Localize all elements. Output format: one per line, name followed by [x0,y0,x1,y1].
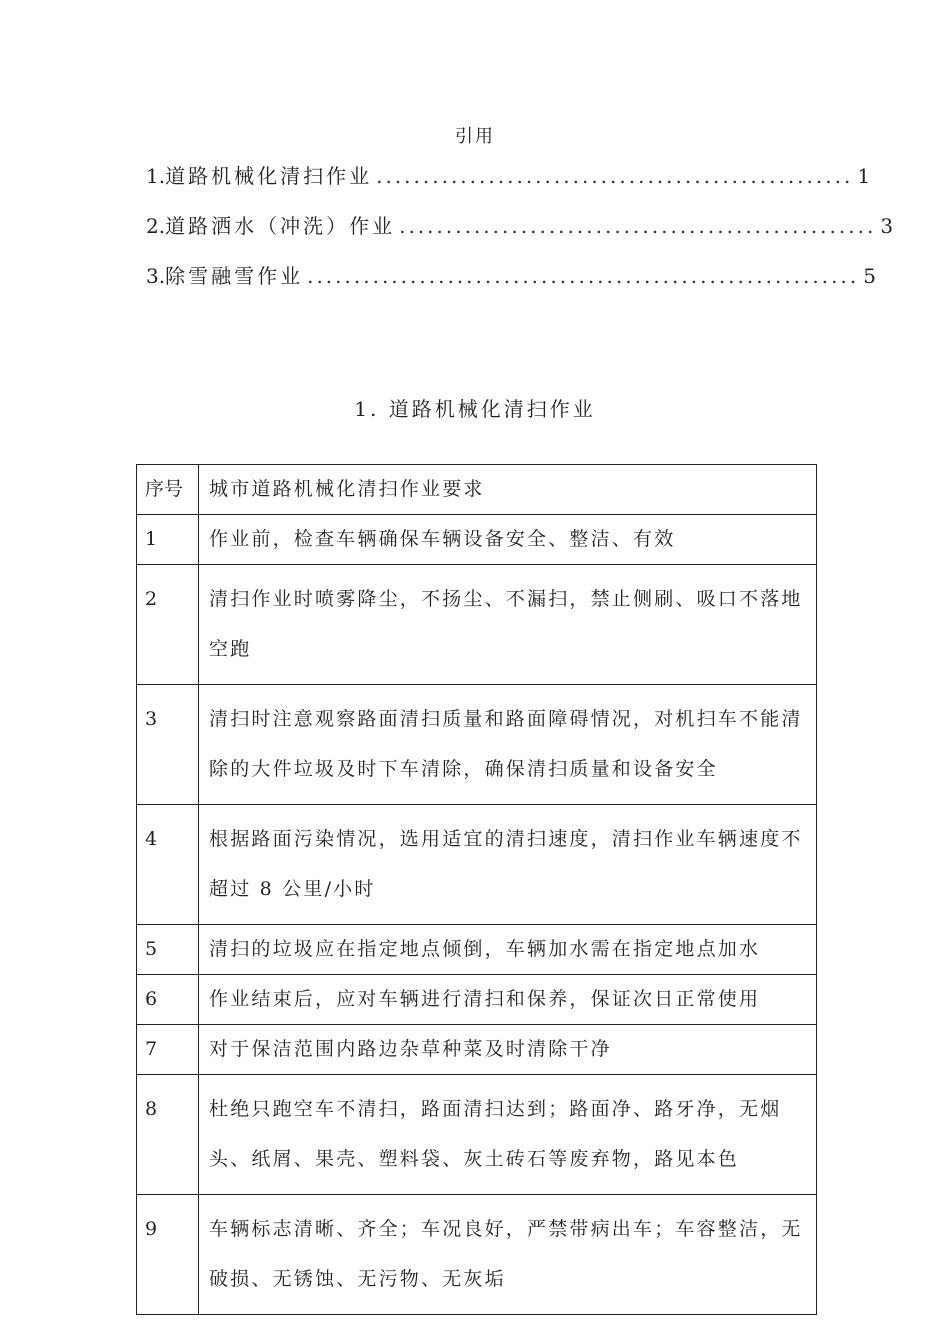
table-row [137,925,817,975]
table-row [137,565,817,685]
toc-item-number: 1. [146,164,166,188]
toc-item[interactable] [146,160,871,210]
toc-item-title: 道路洒水（冲洗）作业 [165,214,396,238]
table-row [137,1195,817,1315]
row-number: 3 [137,685,199,805]
table-row [137,1025,817,1075]
toc-item-title: 道路机械化清扫作业 [165,164,373,188]
row-number: 8 [137,1075,199,1195]
toc-heading: 引用 [455,126,495,147]
row-number: 1 [137,515,199,565]
table-row [137,805,817,925]
table-row [137,515,817,565]
row-text: 作业结束后，应对车辆进行清扫和保养，保证次日正常使用 [199,975,817,1025]
requirements-table [136,464,817,1315]
table-of-contents [146,160,894,310]
section-title: 1. 道路机械化清扫作业 [354,397,596,421]
toc-leader-dots: ................................................... [376,164,854,188]
row-number: 2 [137,565,199,685]
table-row [137,975,817,1025]
row-text: 杜绝只跑空车不清扫，路面清扫达到；路面净、路牙净，无烟头、纸屑、果壳、塑料袋、灰土砖石等废弃物，路见本色 [199,1075,817,1195]
toc-item[interactable] [146,260,876,310]
row-text: 清扫作业时喷雾降尘，不扬尘、不漏扫，禁止侧刷、吸口不落地空跑 [199,565,817,685]
table-row [137,1075,817,1195]
row-text: 根据路面污染情况，选用适宜的清扫速度，清扫作业车辆速度不超过 8 公里/小时 [199,805,817,925]
row-number: 5 [137,925,199,975]
toc-item-page: 5 [863,264,876,288]
table-header-row [137,465,817,515]
table-row [137,685,817,805]
toc-item-title: 除雪融雪作业 [165,264,304,288]
toc-leader-dots: ........................................................... [307,264,860,288]
row-text: 清扫时注意观察路面清扫质量和路面障碍情况，对机扫车不能清除的大件垃圾及时下车清除，确保清扫质量和设备安全 [199,685,817,805]
toc-leader-dots: ................................................... [399,214,877,238]
toc-item-number: 3. [146,264,166,288]
row-number: 7 [137,1025,199,1075]
toc-item[interactable] [146,210,894,260]
row-text: 对于保洁范围内路边杂草种菜及时清除干净 [199,1025,817,1075]
row-number: 9 [137,1195,199,1315]
row-number: 4 [137,805,199,925]
table-header-cell: 序号 [137,465,199,515]
row-text: 清扫的垃圾应在指定地点倾倒，车辆加水需在指定地点加水 [199,925,817,975]
toc-item-page: 1 [857,164,871,188]
toc-item-number: 2. [146,214,166,238]
row-number: 6 [137,975,199,1025]
row-text: 车辆标志清晰、齐全；车况良好，严禁带病出车；车容整洁，无破损、无锈蚀、无污物、无灰垢 [199,1195,817,1315]
row-text: 作业前，检查车辆确保车辆设备安全、整洁、有效 [199,515,817,565]
table-header-cell: 城市道路机械化清扫作业要求 [199,465,817,515]
toc-item-page: 3 [880,214,894,238]
